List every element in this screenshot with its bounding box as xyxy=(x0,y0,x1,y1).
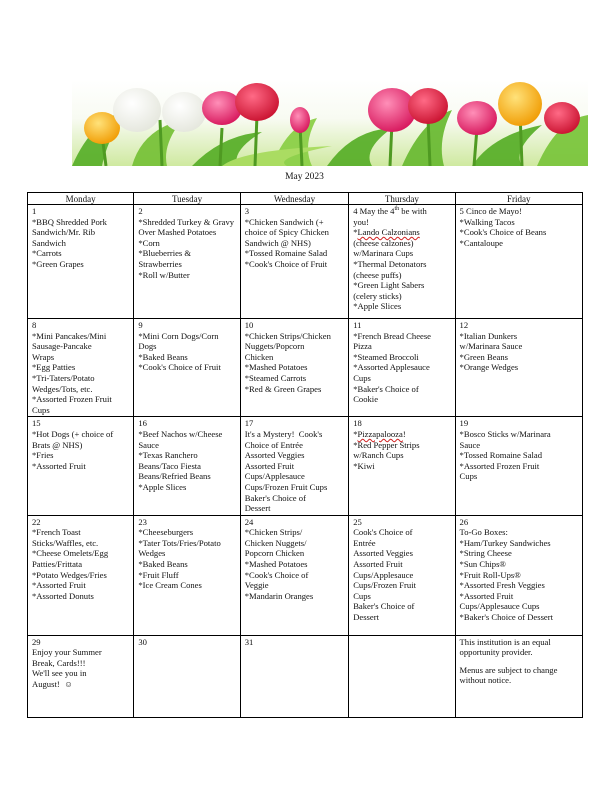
menu-line: *Chicken Strips/ xyxy=(244,527,303,538)
menu-line: Cups xyxy=(353,372,371,383)
weekday-header-wednesday: Wednesday xyxy=(240,193,348,205)
day-cell xyxy=(134,635,240,717)
menu-line: 8 xyxy=(32,320,37,330)
menu-line: *Mini Pancakes/Mini xyxy=(32,330,107,341)
menu-line: *Assorted Fresh Veggies xyxy=(459,580,545,591)
weekday-header-row xyxy=(28,193,583,205)
day-cell xyxy=(455,319,582,417)
menu-line: *BBQ Shredded Pork xyxy=(32,216,107,227)
menu-line: *Ice Cream Cones xyxy=(138,580,202,591)
menu-line: *Egg Patties xyxy=(32,362,76,373)
menu-line: Assorted Veggies xyxy=(244,450,305,461)
tulip-banner-image xyxy=(72,80,588,166)
menu-line: Sticks/Waffles, etc. xyxy=(32,537,99,548)
menu-line: *Baker's Choice of xyxy=(353,383,419,394)
menu-line: *Beef Nachos w/Cheese xyxy=(138,428,223,439)
menu-line: without notice. xyxy=(459,675,512,686)
menu-line: 29 xyxy=(32,636,41,647)
day-cell xyxy=(134,417,240,515)
menu-line: *Bosco Sticks w/Marinara xyxy=(459,428,551,439)
menu-line: *Fruit Roll-Ups® xyxy=(459,569,521,580)
menu-line: Assorted Fruit xyxy=(353,559,403,570)
menu-line: *Apple Slices xyxy=(353,301,402,312)
menu-line: (cheese calzones) xyxy=(353,237,414,248)
day-cell xyxy=(349,635,455,717)
menu-line: Pizza xyxy=(353,341,372,352)
menu-line: 25 xyxy=(353,516,362,527)
menu-line: Assorted Fruit xyxy=(244,460,295,471)
menu-calendar-table xyxy=(27,192,583,718)
menu-line: It's a Mystery! Cook's xyxy=(244,428,323,439)
menu-line: *Walking Tacos xyxy=(459,216,515,227)
menu-line: *Fruit Fluff xyxy=(138,569,179,580)
menu-line: w/Marinara Cups xyxy=(353,248,414,259)
menu-line: *Baked Beans xyxy=(138,351,188,362)
menu-line: *Assorted Applesauce xyxy=(353,362,430,373)
menu-line: *Potato Wedges/Fries xyxy=(32,569,107,580)
menu-line: Dessert xyxy=(244,503,271,514)
menu-line: *Mashed Potatoes xyxy=(244,362,308,373)
menu-line: Beans/Refried Beans xyxy=(138,471,211,482)
menu-line: Cups/Frozen Fruit xyxy=(353,580,416,591)
day-cell xyxy=(28,417,134,515)
day-cell xyxy=(240,515,348,635)
day-cell xyxy=(28,515,134,635)
menu-line: Dessert xyxy=(353,612,379,623)
menu-line: *Lando Calzonians xyxy=(353,227,420,238)
day-cell xyxy=(455,515,582,635)
week-row xyxy=(28,417,583,515)
menu-line: 5 Cinco de Mayo! xyxy=(459,206,522,216)
menu-line: *Red Pepper Strips xyxy=(353,439,420,450)
menu-line: *Tri-Taters/Potato xyxy=(32,372,95,383)
menu-line: *Texas Ranchero xyxy=(138,450,198,461)
menu-line: *Cook's Choice of Beans xyxy=(459,227,547,238)
week-row xyxy=(28,635,583,717)
menu-line: *Mini Corn Dogs/Corn xyxy=(138,330,219,341)
day-cell xyxy=(349,319,455,417)
menu-line: Over Mashed Potatoes xyxy=(138,227,217,238)
menu-line: w/Marinara Sauce xyxy=(459,341,523,352)
menu-line: *Shredded Turkey & Gravy xyxy=(138,216,235,227)
menu-line: Sausage-Pancake xyxy=(32,341,92,352)
day-cell xyxy=(28,205,134,319)
menu-line: Brats @ NHS) xyxy=(32,439,83,450)
menu-line: *Mashed Potatoes xyxy=(244,559,308,570)
menu-line: *Assorted Fruit xyxy=(459,590,514,601)
menu-line: *Cheeseburgers xyxy=(138,527,194,538)
week-row xyxy=(28,205,583,319)
menu-line: 31 xyxy=(244,636,254,647)
menu-line: *Italian Dunkers xyxy=(459,330,518,341)
menu-line: Menus are subject to change xyxy=(459,664,558,675)
page-title: May 2023 xyxy=(285,172,324,182)
menu-line: *Thermal Detonators xyxy=(353,258,427,269)
menu-line: Cups/Applesauce xyxy=(353,569,414,580)
weekday-header-friday: Friday xyxy=(455,193,582,205)
day-cell xyxy=(240,417,348,515)
menu-line: Sandwich @ NHS) xyxy=(244,237,311,248)
menu-line: *Assorted Frozen Fruit xyxy=(459,460,540,471)
menu-line: Cups/Applesauce xyxy=(244,471,305,482)
menu-line: Choice of Entrée xyxy=(244,439,303,450)
menu-line: *French Bread Cheese xyxy=(353,330,431,341)
menu-line: *Corn xyxy=(138,237,160,248)
menu-line: 3 xyxy=(244,206,250,216)
menu-line: *String Cheese xyxy=(459,548,512,559)
menu-line: Entrée xyxy=(353,537,376,548)
day-cell xyxy=(28,319,134,417)
menu-line: August! ☺ xyxy=(32,679,73,690)
day-cell xyxy=(455,635,582,717)
menu-line: Cups xyxy=(459,471,478,482)
menu-line: *Chicken Strips/Chicken xyxy=(244,330,331,341)
day-cell xyxy=(349,205,455,319)
menu-line: 11 xyxy=(353,320,362,330)
menu-line: *Red & Green Grapes xyxy=(244,383,322,394)
menu-line: Patties/Frittata xyxy=(32,559,83,570)
menu-line: Veggie xyxy=(244,580,269,591)
menu-line xyxy=(460,658,578,665)
menu-line: Cookie xyxy=(353,394,379,405)
menu-line: *Tossed Romaine Salad xyxy=(459,450,543,461)
day-cell xyxy=(349,515,455,635)
menu-line: *Green Light Sabers xyxy=(353,280,425,291)
menu-line: *Baked Beans xyxy=(138,559,188,570)
menu-line: Baker's Choice of xyxy=(353,601,415,612)
day-cell xyxy=(240,319,348,417)
menu-line: Enjoy your Summer xyxy=(32,647,102,658)
menu-line: To-Go Boxes: xyxy=(459,527,508,538)
menu-line: We'll see you in xyxy=(32,668,87,679)
menu-line: Cook's Choice of xyxy=(353,527,413,538)
menu-line: Sandwich/Mr. Rib xyxy=(32,227,96,238)
day-cell xyxy=(455,205,582,319)
menu-line: 2 xyxy=(138,206,143,216)
menu-line: *Baker's Choice of Dessert xyxy=(459,612,553,623)
menu-line: Chicken xyxy=(244,351,274,362)
menu-line: (cheese puffs) xyxy=(353,269,402,280)
menu-line: *Assorted Fruit xyxy=(32,460,86,471)
menu-line: *Steamed Carrots xyxy=(244,372,307,383)
menu-line: Sauce xyxy=(138,439,159,450)
menu-line: *Pizzapalooza! xyxy=(353,428,406,439)
menu-line: Cups xyxy=(353,590,371,601)
day-cell xyxy=(349,417,455,515)
menu-line: *Fries xyxy=(32,450,54,461)
menu-line: *Cook's Choice of Fruit xyxy=(138,362,221,373)
menu-line: *French Toast xyxy=(32,527,81,538)
menu-line: Cups xyxy=(32,404,50,415)
menu-line: Cups/Frozen Fruit Cups xyxy=(244,481,328,492)
menu-line: 18 xyxy=(353,418,362,429)
week-row xyxy=(28,319,583,417)
day-cell xyxy=(240,205,348,319)
menu-line: *Ham/Turkey Sandwiches xyxy=(459,537,551,548)
menu-line: Wedges/Tots, etc. xyxy=(32,383,93,394)
menu-line: Break, Cards!!! xyxy=(32,657,86,668)
menu-line: *Assorted Donuts xyxy=(32,590,94,601)
menu-line: 16 xyxy=(138,418,147,429)
menu-line: 9 xyxy=(138,320,143,330)
menu-line: 17 xyxy=(244,418,254,429)
menu-line: opportunity provider. xyxy=(459,647,533,658)
menu-line: 24 xyxy=(244,516,254,527)
menu-line: *Assorted Fruit xyxy=(32,580,86,591)
menu-line: 19 xyxy=(459,418,469,429)
menu-line: Nuggets/Popcorn xyxy=(244,341,305,352)
day-cell xyxy=(455,417,582,515)
menu-line: *Cook's Choice of xyxy=(244,569,309,580)
menu-line: *Blueberries & Strawberries xyxy=(138,248,194,269)
menu-line: *Orange Wedges xyxy=(459,362,519,373)
day-cell xyxy=(134,319,240,417)
menu-line: *Cheese Omelets/Egg xyxy=(32,548,109,559)
menu-line: 15 xyxy=(32,418,41,429)
menu-line: *Tater Tots/Fries/Potato xyxy=(138,537,221,548)
menu-line: *Apple Slices xyxy=(138,481,187,492)
menu-line: *Tossed Romaine Salad xyxy=(244,248,328,259)
weekday-header-thursday: Thursday xyxy=(349,193,455,205)
day-cell xyxy=(134,515,240,635)
menu-line: 12 xyxy=(459,320,469,330)
menu-line: Beans/Taco Fiesta xyxy=(138,460,201,471)
menu-line: Dogs xyxy=(138,341,157,352)
menu-line: *Chicken Sandwich (+ xyxy=(244,216,324,227)
menu-line: Chicken Nuggets/ xyxy=(244,537,307,548)
day-cell xyxy=(134,205,240,319)
menu-line: *Cook's Choice of Fruit xyxy=(244,258,328,269)
menu-line: *Kiwi xyxy=(353,460,375,471)
menu-line: 22 xyxy=(32,516,41,527)
menu-line: *Green Grapes xyxy=(32,258,84,269)
weekday-header-monday: Monday xyxy=(28,193,134,205)
menu-line: Wedges xyxy=(138,548,166,559)
menu-line: *Cantaloupe xyxy=(459,237,503,248)
menu-line: *Assorted Frozen Fruit xyxy=(32,394,112,405)
menu-line: Wraps xyxy=(32,351,55,362)
weekday-header-tuesday: Tuesday xyxy=(134,193,240,205)
day-cell xyxy=(240,635,348,717)
week-row xyxy=(28,515,583,635)
menu-line: w/Ranch Cups xyxy=(353,450,404,461)
menu-line: (celery sticks) xyxy=(353,290,402,301)
menu-line: 26 xyxy=(459,516,469,527)
menu-line: Sauce xyxy=(459,439,481,450)
menu-line: Cups/Applesauce Cups xyxy=(459,601,540,612)
menu-line: 1 xyxy=(32,206,37,216)
menu-line: 10 xyxy=(244,320,254,330)
menu-line: you! xyxy=(353,216,369,227)
menu-line: *Sun Chips® xyxy=(459,559,506,570)
day-cell xyxy=(28,635,134,717)
menu-line: Sandwich xyxy=(32,237,66,248)
menu-line: *Mandarin Oranges xyxy=(244,590,314,601)
menu-line: Baker's Choice of xyxy=(244,492,306,503)
menu-line: This institution is an equal xyxy=(459,636,551,647)
menu-line: *Roll w/Butter xyxy=(138,269,190,280)
menu-line: *Steamed Broccoli xyxy=(353,351,419,362)
menu-line: 30 xyxy=(138,636,147,647)
menu-line: choice of Spicy Chicken xyxy=(244,227,329,238)
menu-line: *Carrots xyxy=(32,248,62,259)
menu-line: *Hot Dogs (+ choice of xyxy=(32,428,114,439)
menu-line: Assorted Veggies xyxy=(353,548,413,559)
menu-line: Popcorn Chicken xyxy=(244,548,305,559)
menu-line: *Green Beans xyxy=(459,351,508,362)
menu-line: 4 May the 4th be with xyxy=(353,206,427,216)
menu-line: 23 xyxy=(138,516,147,527)
